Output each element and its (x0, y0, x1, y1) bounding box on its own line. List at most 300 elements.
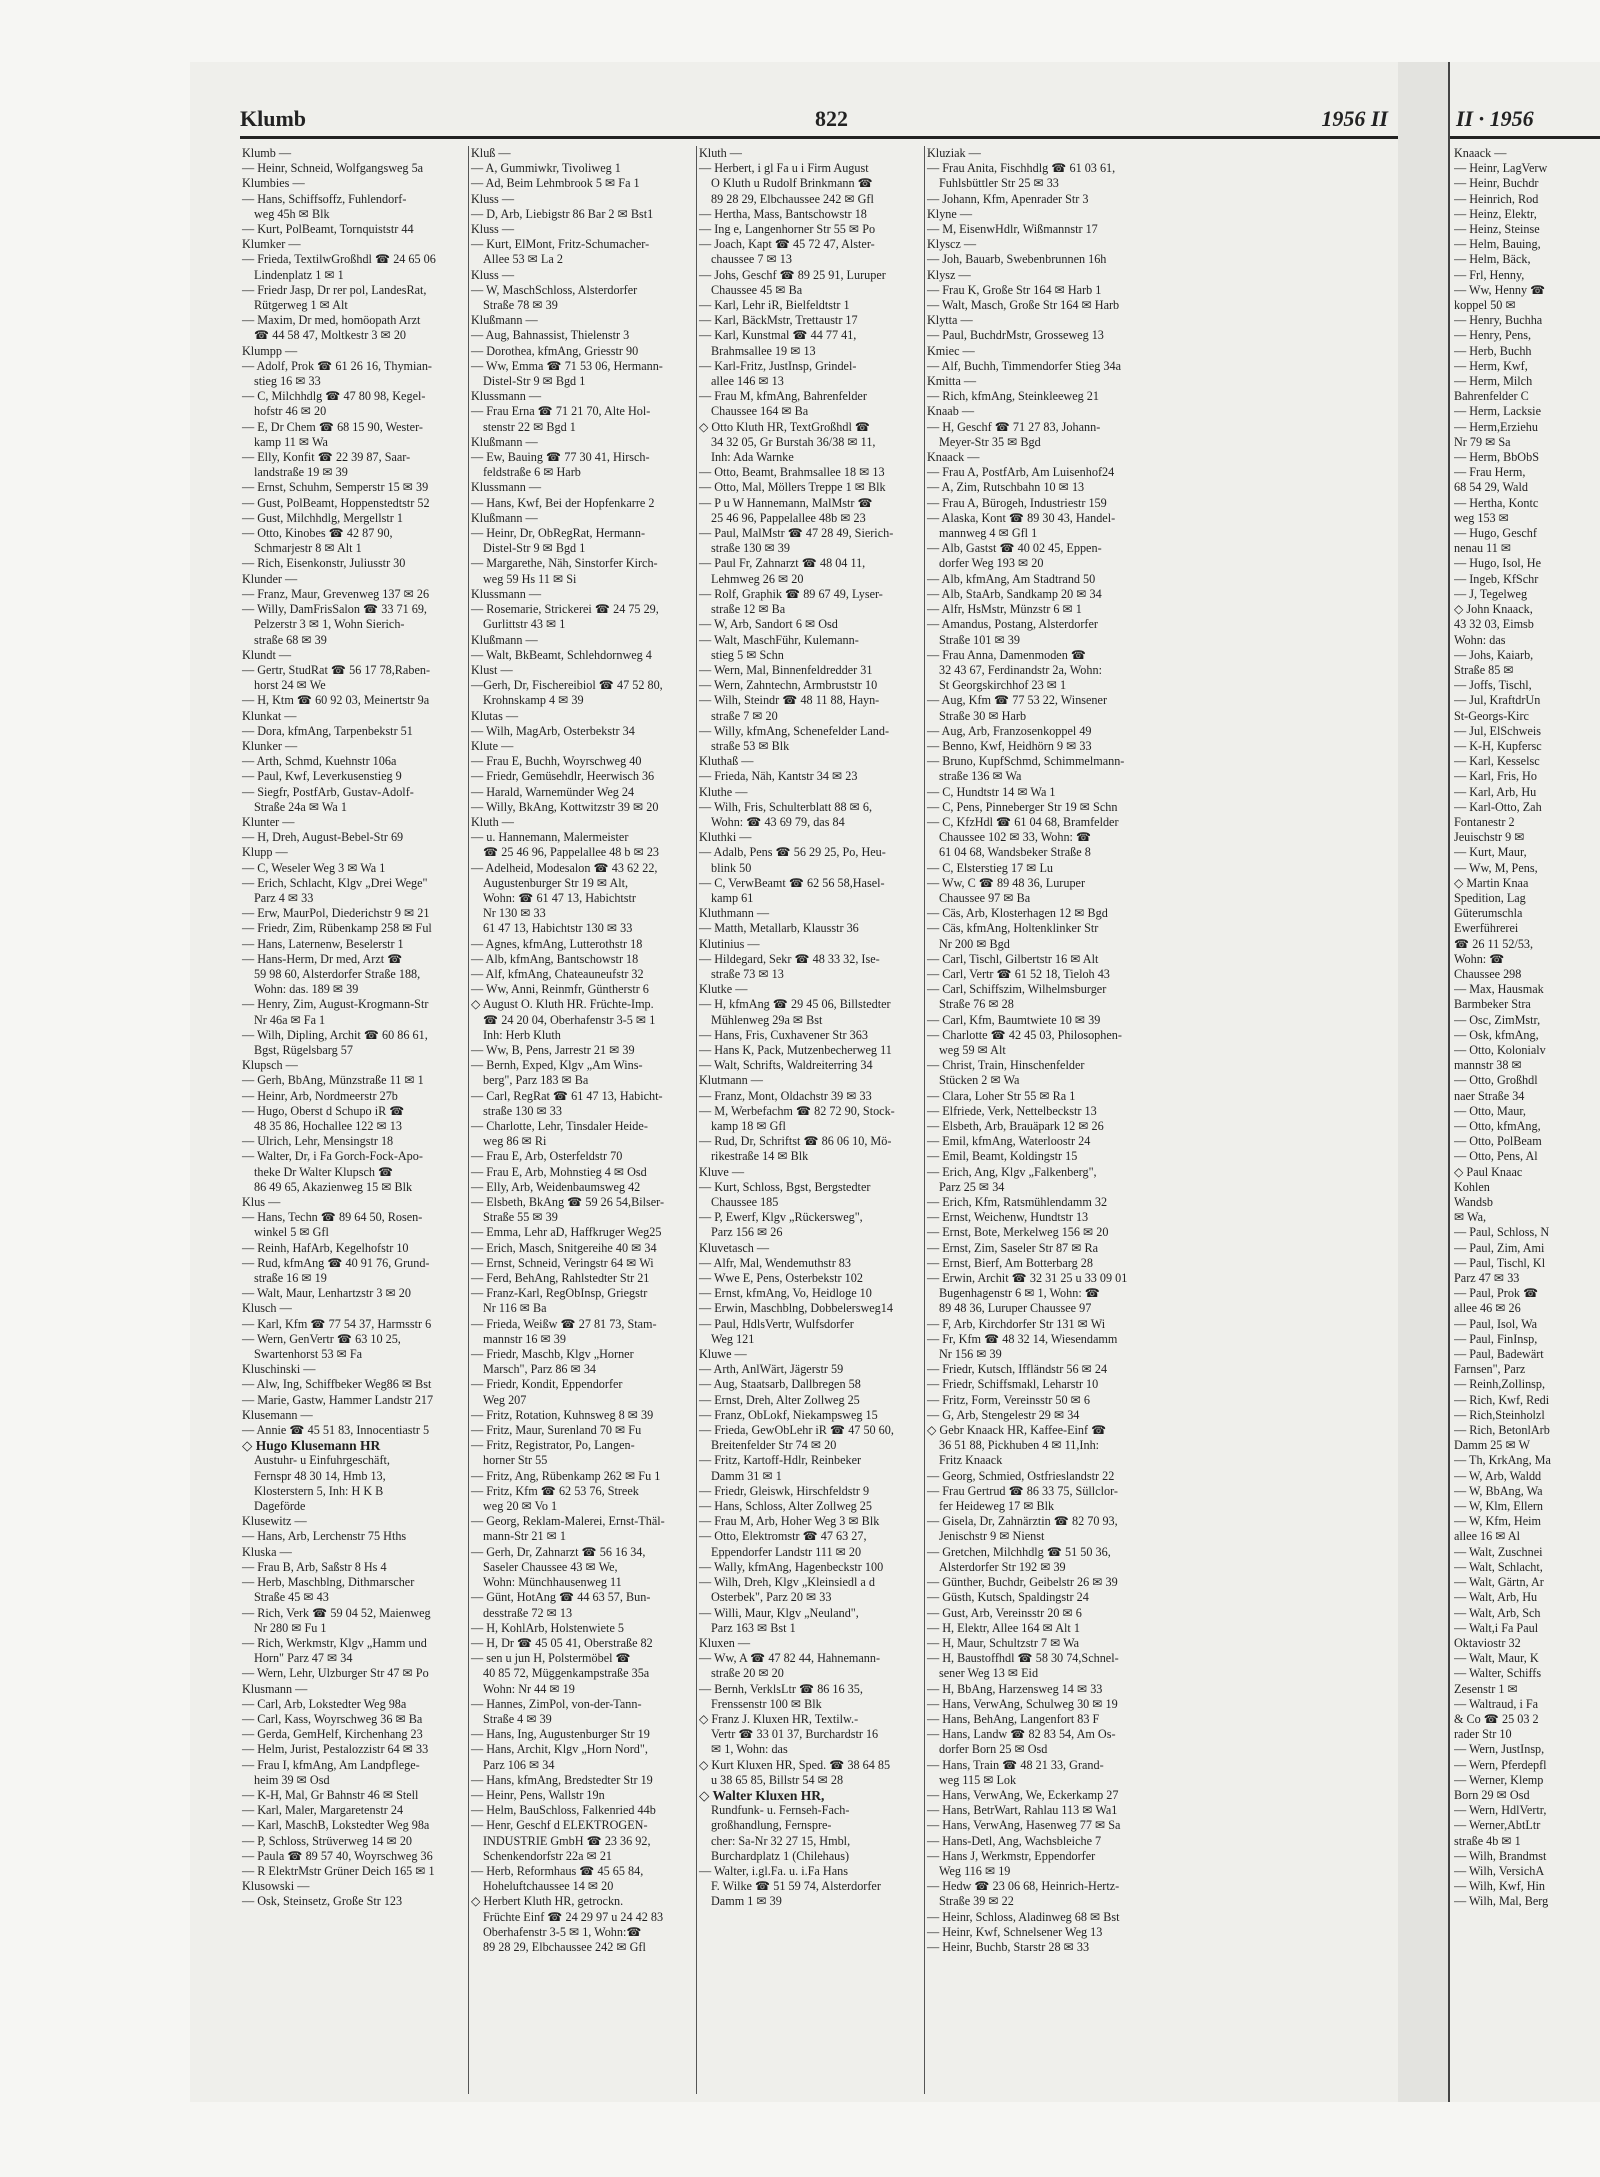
directory-entry: — Gerda, GemHelf, Kirchenhang 23 (242, 1727, 423, 1742)
directory-entry: — H, Maur, Schultzstr 7 ✉ Wa (927, 1635, 1080, 1650)
directory-entry: Schmarjestr 8 ✉ Alt 1 (254, 541, 362, 556)
directory-entry: ◇ August O. Kluth HR. Früchte-Imp. (471, 997, 654, 1012)
directory-entry: — Frau Herm, (1454, 465, 1526, 480)
directory-entry: Weg 207 (483, 1392, 527, 1407)
directory-entry: horner Str 55 (483, 1453, 548, 1468)
directory-entry: Augustenburger Str 19 ✉ Alt, (483, 875, 629, 890)
directory-entry: — Hans, Techn ☎ 89 64 50, Rosen- (242, 1210, 423, 1225)
directory-entry: — Johs, Kaiarb, (1454, 647, 1534, 662)
running-head-left: Klumb (240, 106, 307, 131)
directory-entry: Wohn: ☎ 43 69 79, das 84 (711, 814, 845, 829)
directory-entry: rikestraße 14 ✉ Blk (711, 1149, 809, 1164)
directory-entry: — Wilh, Kwf, Hin (1454, 1879, 1546, 1894)
directory-entry: — Günther, Buchdr, Geibelstr 26 ✉ 39 (927, 1575, 1118, 1590)
running-head-right: 1956 II (1321, 106, 1388, 131)
directory-entry: allee 16 ✉ Al (1454, 1529, 1521, 1544)
directory-entry: — P, Ewerf, Klgv „Rückersweg", (699, 1210, 863, 1225)
directory-entry: — C, Hundtstr 14 ✉ Wa 1 (927, 784, 1056, 799)
directory-entry: — Hans K, Pack, Mutzenbecherweg 11 (699, 1042, 892, 1057)
directory-entry: — Otto, Kinobes ☎ 42 87 90, (242, 526, 393, 541)
directory-entry: — Wilh, Dipling, Archit ☎ 60 86 61, (242, 1027, 428, 1042)
directory-entry: — Fritz, Rotation, Kuhnsweg 8 ✉ 39 (471, 1407, 654, 1422)
directory-entry: straße 4b ✉ 1 (1454, 1833, 1521, 1848)
directory-entry: hofstr 46 ✉ 20 (254, 404, 327, 419)
directory-entry: Damm 31 ✉ 1 (711, 1468, 782, 1483)
directory-entry: — P u W Hannemann, MalMstr ☎ (699, 495, 873, 510)
directory-entry: Straße 76 ✉ 28 (939, 997, 1014, 1012)
directory-entry: Straße 85 ✉ (1454, 662, 1514, 677)
directory-entry: — Frieda, Weißw ☎ 27 81 73, Stam- (471, 1316, 657, 1331)
book-gutter (1398, 62, 1448, 2102)
directory-entry: ◇ Paul Knaac (1454, 1164, 1523, 1179)
directory-entry: — Paul Fr, Zahnarzt ☎ 48 04 11, (699, 556, 866, 571)
directory-entry: — Walter, Dr, i Fa Gorch-Fock-Apo- (242, 1149, 423, 1164)
directory-entry: — Kurt, ElMont, Fritz-Schumacher- (471, 237, 650, 252)
directory-entry: Rundfunk- u. Fernseh-Fach- (711, 1803, 850, 1818)
directory-entry: nenau 11 ✉ (1454, 541, 1512, 556)
directory-entry: — Erich, Ang, Klgv „Falkenberg", (927, 1164, 1097, 1179)
directory-entry: 25 46 96, Pappelallee 48b ✉ 23 (711, 510, 866, 525)
directory-entry: Knaab — (927, 404, 975, 419)
directory-entry: winkel 5 ✉ Gfl (254, 1225, 329, 1240)
directory-entry: 32 43 67, Ferdinandstr 2a, Wohn: (939, 662, 1102, 677)
directory-entry: — Erwin, Maschblng, Dobbelersweg14 (699, 1301, 893, 1316)
directory-entry: — Walt, Maur, K (1454, 1651, 1539, 1666)
directory-entry: ☎ 26 11 52/53, (1454, 936, 1534, 951)
directory-entry: — Aug, Bahnassist, Thielenstr 3 (471, 328, 630, 343)
directory-entry: — Ernst, Bierf, Am Botterbarg 28 (927, 1255, 1093, 1270)
directory-entry: stieg 16 ✉ 33 (254, 374, 321, 389)
directory-entry: Nr 156 ✉ 39 (939, 1347, 1002, 1362)
directory-entry: Ewerführerei (1454, 921, 1519, 936)
directory-entry: Klunder — (242, 571, 298, 586)
directory-entry: Lindenplatz 1 ✉ 1 (254, 267, 344, 282)
directory-entry: Straße 55 ✉ 39 (483, 1210, 558, 1225)
directory-entry: — Erich, Schlacht, Klgv „Drei Wege" (242, 875, 428, 890)
directory-entry: — Walt, Maur, Lenhartzstr 3 ✉ 20 (242, 1286, 411, 1301)
directory-entry: — W, BbAng, Wa (1454, 1483, 1543, 1498)
directory-entry: — C, Elsterstieg 17 ✉ Lu (927, 860, 1053, 875)
directory-entry: & Co ☎ 25 03 2 (1454, 1711, 1539, 1726)
directory-entry: Klusewitz — (242, 1514, 307, 1529)
directory-entry: — Karl, Kfm ☎ 77 54 37, Harmsstr 6 (242, 1316, 432, 1331)
directory-entry: — Amandus, Postang, Alsterdorfer (927, 617, 1098, 632)
directory-entry: Nr 46a ✉ Fa 1 (254, 1012, 326, 1027)
directory-entry: — Frau A, Bürogeh, Industriestr 159 (927, 495, 1107, 510)
directory-entry: — Walt, BkBeamt, Schlehdornweg 4 (471, 647, 652, 662)
directory-entry: — Walt, MaschFühr, Kulemann- (699, 632, 859, 647)
directory-entry: — Günt, HotAng ☎ 44 63 57, Bun- (471, 1590, 651, 1605)
directory-entry: — Frau E, Arb, Osterfeldstr 70 (471, 1149, 623, 1164)
directory-entry: Klußmann — (471, 510, 538, 525)
directory-entry: — Heinr, Schloss, Aladinweg 68 ✉ Bst (927, 1909, 1120, 1924)
directory-entry: — Georg, Schmied, Ostfrieslandstr 22 (927, 1468, 1115, 1483)
directory-entry: straße 7 ✉ 20 (711, 708, 778, 723)
directory-entry: Klußmann — (471, 632, 538, 647)
directory-entry: — Waltraud, i Fa (1454, 1696, 1539, 1711)
directory-entry: Straße 4 ✉ 39 (483, 1711, 552, 1726)
directory-entry: — Th, KrkAng, Ma (1454, 1453, 1551, 1468)
directory-entry: — C, VerwBeamt ☎ 62 56 58,Hasel- (699, 875, 885, 890)
directory-entry: — Ernst, Schuhm, Semperstr 15 ✉ 39 (242, 480, 429, 495)
directory-entry: — Margarethe, Näh, Sinstorfer Kirch- (471, 556, 658, 571)
directory-entry: — Hertha, Kontc (1454, 495, 1539, 510)
directory-entry: — Alb, kfmAng, Bantschowstr 18 (471, 951, 639, 966)
directory-entry: Kluxen — (699, 1635, 751, 1650)
directory-entry: Klus — (242, 1195, 281, 1210)
directory-entry: Klusch — (242, 1301, 292, 1316)
directory-entry: — Frau M, Arb, Hoher Weg 3 ✉ Blk (699, 1514, 880, 1529)
directory-entry: Wohn: das (1454, 632, 1506, 647)
directory-entry: Kmiec — (927, 343, 975, 358)
directory-entry: — Joffs, Tischl, (1454, 678, 1532, 693)
directory-entry: Nr 79 ✉ Sa (1454, 434, 1511, 449)
directory-entry: Klyne — (927, 206, 973, 221)
directory-entry: Klusmann — (242, 1681, 308, 1696)
directory-entry: — Fritz, Kartoff-Hdlr, Reinbeker (699, 1453, 862, 1468)
directory-entry: — Charlotte, Lehr, Tinsdaler Heide- (471, 1119, 648, 1133)
directory-entry: Rütgerweg 1 ✉ Alt (254, 298, 348, 313)
directory-entry: Klumker — (242, 237, 301, 252)
directory-entry: weg 115 ✉ Lok (939, 1772, 1017, 1787)
directory-entry: straße 16 ✉ 19 (254, 1271, 327, 1286)
column-2 (468, 146, 695, 2094)
directory-entry: dorfer Weg 193 ✉ 20 (939, 556, 1044, 571)
directory-entry: — Fritz, Form, Vereinsstr 50 ✉ 6 (927, 1392, 1091, 1407)
directory-entry: — Carl, Kfm, Baumtwiete 10 ✉ 39 (927, 1012, 1101, 1027)
directory-entry: — Erich, Kfm, Ratsmühlendamm 32 (927, 1195, 1108, 1210)
directory-entry: — Reinh, HafArb, Kegelhofstr 10 (242, 1240, 409, 1255)
directory-entry: — Wilh, Mal, Berg (1454, 1894, 1549, 1909)
directory-entry: — Gust, PolBeamt, Hoppenstedtstr 52 (242, 495, 430, 510)
directory-entry: — Christ, Train, Hinschenfelder (927, 1058, 1085, 1073)
directory-entry: — Frau B, Arb, Saßstr 8 Hs 4 (242, 1559, 387, 1574)
directory-entry: — u. Hannemann, Malermeister (471, 830, 629, 845)
directory-entry: mannweg 4 ✉ Gfl 1 (939, 526, 1038, 541)
directory-entry: Klumb — (242, 146, 292, 160)
directory-entry: — Karl-Fritz, JustInsp, Grindel- (699, 358, 857, 373)
directory-entry: — Ernst, Schneid, Veringstr 64 ✉ Wi (471, 1255, 654, 1270)
directory-entry: Kluthki — (699, 830, 752, 845)
directory-entry: kamp 18 ✉ Gfl (711, 1119, 786, 1133)
directory-entry: Meyer-Str 35 ✉ Bgd (939, 434, 1041, 449)
directory-entry: Burchardplatz 1 (Chilehaus) (711, 1848, 850, 1863)
directory-entry: 86 49 65, Akazienweg 15 ✉ Blk (254, 1179, 413, 1194)
directory-entry: Oktaviostr 32 (1454, 1635, 1521, 1650)
directory-entry: — Ww, A ☎ 47 82 44, Hahnemann- (699, 1651, 881, 1666)
directory-entry: — C, KfzHdl ☎ 61 04 68, Bramfelder (927, 814, 1119, 829)
column-area (240, 146, 1398, 2094)
directory-entry: — Adolf, Prok ☎ 61 26 16, Thymian- (242, 358, 432, 373)
directory-entry: — Erwin, Archit ☎ 32 31 25 u 33 09 01 (927, 1271, 1128, 1286)
directory-entry: stenstr 22 ✉ Bgd 1 (483, 419, 576, 434)
directory-entry: — Karl, Maler, Margaretenstr 24 (242, 1803, 404, 1818)
directory-entry: — Heinr, Kwf, Schnelsener Weg 13 (927, 1924, 1103, 1939)
directory-entry: — Gisela, Dr, Zahnärztin ☎ 82 70 93, (927, 1514, 1118, 1529)
directory-page (190, 62, 1398, 2102)
directory-entry: — Charlotte ☎ 42 45 03, Philosophen- (927, 1027, 1122, 1042)
directory-entry: — Frau K, Große Str 164 ✉ Harb 1 (927, 282, 1102, 297)
directory-entry: Klutke — (699, 982, 748, 997)
column-1 (240, 146, 466, 2094)
directory-entry: — Frieda, Näh, Kantstr 34 ✉ 23 (699, 769, 858, 784)
directory-entry: Klundt — (242, 647, 292, 662)
directory-entry: Bahrenfelder C (1454, 389, 1529, 404)
directory-entry: — M, EisenwHdlr, Wißmannstr 17 (927, 222, 1098, 237)
directory-entry: — Bernh, VerklsLtr ☎ 86 16 35, (699, 1681, 863, 1696)
directory-entry: — Willi, Maur, Klgv „Neuland", (699, 1605, 859, 1620)
directory-entry: — Karl, MaschB, Lokstedter Weg 98a (242, 1818, 430, 1833)
directory-entry: Oberhafenstr 3-5 ✉ 1, Wohn:☎ (483, 1924, 642, 1939)
directory-entry: — Helm, Jurist, Pestalozzistr 64 ✉ 33 (242, 1742, 429, 1757)
directory-entry: — Maxim, Dr med, homöopath Arzt (242, 313, 421, 328)
directory-entry: stieg 5 ✉ Schn (711, 647, 784, 662)
directory-entry: — Hans, Schiffsoffz, Fuhlendorf- (242, 191, 407, 206)
directory-entry: — Karl-Otto, Zah (1454, 799, 1542, 814)
directory-entry: Wohn: Münchhausenweg 11 (483, 1575, 622, 1590)
directory-entry: — Hans, Landw ☎ 82 83 54, Am Os- (927, 1727, 1116, 1742)
directory-entry: Klust — (471, 662, 513, 677)
directory-entry: — Hans, VerwAng, We, Eckerkamp 27 (927, 1787, 1119, 1802)
directory-entry: Fritz Knaack (939, 1453, 1003, 1468)
directory-entry: weg 153 ✉ (1454, 510, 1509, 525)
directory-entry: Klytta — (927, 313, 973, 328)
directory-entry: — Otto, Elektromstr ☎ 47 63 27, (699, 1529, 867, 1544)
directory-entry: — Gust, Milchhdlg, Mergellstr 1 (242, 510, 403, 525)
directory-entry: weg 20 ✉ Vo 1 (483, 1499, 558, 1514)
directory-entry: — Walt, Schlacht, (1454, 1559, 1543, 1574)
directory-entry: — Heinr, Buchdr (1454, 176, 1539, 191)
directory-entry: — Cäs, Arb, Klosterhagen 12 ✉ Bgd (927, 906, 1108, 921)
directory-entry: — Walt, Schrifts, Waldreiterring 34 (699, 1058, 873, 1073)
directory-entry: Frenssenstr 100 ✉ Blk (711, 1696, 822, 1711)
directory-entry: — Hans-Herm, Dr med, Arzt ☎ (242, 951, 403, 966)
directory-entry: — E, Dr Chem ☎ 68 15 90, Wester- (242, 419, 423, 434)
directory-entry: Hoheluftchaussee 14 ✉ 20 (483, 1879, 614, 1894)
directory-entry: — Kurt, Maur, (1454, 845, 1527, 860)
directory-entry: — Walt, Masch, Große Str 164 ✉ Harb (927, 298, 1120, 313)
directory-entry: — Alb, StaArb, Sandkamp 20 ✉ 34 (927, 586, 1102, 601)
directory-entry: 40 85 72, Müggenkampstraße 35a (483, 1666, 650, 1681)
directory-entry: Nr 130 ✉ 33 (483, 906, 546, 921)
directory-entry: 43 32 03, Eimsb (1454, 617, 1534, 632)
directory-entry: — H, Geschf ☎ 71 27 83, Johann- (927, 419, 1101, 434)
directory-entry: Straße 45 ✉ 43 (254, 1590, 329, 1605)
directory-entry: — Walter, i.gl.Fa. u. i.Fa Hans (699, 1863, 848, 1878)
directory-entry: — Helm, Bäck, (1454, 252, 1531, 267)
directory-entry: — Güsth, Kutsch, Spaldingstr 24 (927, 1590, 1089, 1605)
directory-entry: Brahmsallee 19 ✉ 13 (711, 343, 816, 358)
directory-entry: ✉ Wa, (1454, 1210, 1487, 1225)
directory-entry: Jeuischstr 9 ✉ (1454, 830, 1525, 845)
directory-entry: Saseler Chaussee 43 ✉ We, (483, 1559, 618, 1574)
directory-entry: — Alf, kfmAng, Chateauneufstr 32 (471, 966, 644, 981)
directory-entry: — C, Milchhdlg ☎ 47 80 98, Kegel- (242, 389, 426, 404)
directory-entry: — Hedw ☎ 23 06 68, Heinrich-Hertz- (927, 1879, 1120, 1894)
directory-entry: — Joh, Bauarb, Swebenbrunnen 16h (927, 252, 1107, 267)
directory-entry: Nr 200 ✉ Bgd (939, 936, 1010, 951)
directory-entry: straße 12 ✉ Ba (711, 602, 786, 617)
directory-entry: — Karl, Fris, Ho (1454, 769, 1537, 784)
directory-entry: — Henr, Geschf d ELEKTROGEN- (471, 1818, 648, 1833)
directory-entry: — Rich, kfmAng, Steinkleeweg 21 (927, 389, 1099, 404)
directory-entry: Fuhlsbüttler Str 25 ✉ 33 (939, 176, 1059, 191)
directory-entry: Straße 101 ✉ 39 (939, 632, 1020, 647)
directory-entry: — Friedr, Maschb, Klgv „Horner (471, 1347, 634, 1362)
directory-entry: — Walter, Schiffs (1454, 1666, 1542, 1681)
directory-entry: kamp 61 (711, 890, 754, 905)
directory-entry: — Wern, JustInsp, (1454, 1742, 1545, 1757)
page-header (240, 106, 1398, 136)
directory-entry: — Alb, kfmAng, Am Stadtrand 50 (927, 571, 1096, 586)
directory-entry: 61 47 13, Habichtstr 130 ✉ 33 (483, 921, 633, 936)
directory-entry: — Harald, Warnemünder Weg 24 (471, 784, 635, 799)
directory-entry: — Aug, Arb, Franzosenkoppel 49 (927, 723, 1092, 738)
directory-entry: — Alfr, HsMstr, Münzstr 6 ✉ 1 (927, 602, 1082, 617)
directory-entry: Klupp — (242, 845, 288, 860)
directory-entry: Krohnskamp 4 ✉ 39 (483, 693, 584, 708)
facing-page-head: II · 1956 (1456, 106, 1534, 131)
directory-entry: Straße 78 ✉ 39 (483, 298, 558, 313)
directory-entry: — Gretchen, Milchhdlg ☎ 51 50 36, (927, 1544, 1111, 1559)
directory-entry: — Agnes, kfmAng, Lutterothstr 18 (471, 936, 643, 951)
directory-entry: — J, Tegelweg (1454, 586, 1528, 601)
directory-entry: — Frau I, kfmAng, Am Landpflege- (242, 1757, 420, 1772)
directory-entry: Wohn: ☎ (1454, 951, 1505, 966)
directory-entry: — Otto, PolBeam (1454, 1134, 1542, 1149)
directory-entry: Wohn: ☎ 61 47 13, Habichtstr (483, 890, 636, 905)
directory-entry: — Friedr, Kondit, Eppendorfer (471, 1377, 623, 1392)
directory-entry: — C, Pens, Pinneberger Str 19 ✉ Schn (927, 799, 1118, 814)
directory-entry: — Ww, Henny ☎ (1454, 282, 1546, 297)
directory-entry: — Henry, Pens, (1454, 328, 1532, 343)
directory-entry: Klutmann — (699, 1073, 763, 1088)
directory-entry: — Frau E, Arb, Mohnstieg 4 ✉ Osd (471, 1164, 647, 1179)
directory-entry: — H, BbAng, Harzensweg 14 ✉ 33 (927, 1681, 1103, 1696)
directory-entry: chaussee 7 ✉ 13 (711, 252, 792, 267)
directory-entry: Güterumschla (1454, 906, 1523, 921)
directory-entry: Klussmann — (471, 480, 542, 495)
directory-entry: Weg 116 ✉ 19 (939, 1863, 1011, 1878)
directory-entry: — F, Arb, Kirchdorfer Str 131 ✉ Wi (927, 1316, 1106, 1331)
directory-entry: — Johann, Kfm, Apenrader Str 3 (927, 191, 1089, 206)
directory-entry: Klutinius — (699, 936, 760, 951)
directory-entry: — Paula ☎ 89 57 40, Woyrschweg 36 (242, 1848, 433, 1863)
directory-entry: — D, Arb, Liebigstr 86 Bar 2 ✉ Bst1 (471, 206, 654, 221)
directory-entry: — Hugo, Geschf (1454, 526, 1537, 541)
directory-entry: Klunter — (242, 814, 295, 829)
directory-entry: Parz 156 ✉ 26 (711, 1225, 783, 1240)
directory-entry: Knaack — (927, 450, 980, 465)
directory-entry: — Hans, Archit, Klgv „Horn Nord", (471, 1742, 648, 1757)
directory-entry: Wandsb (1454, 1195, 1493, 1210)
directory-entry: Kluth — (471, 814, 514, 829)
directory-entry: 36 51 88, Pickhuben 4 ✉ 11,Inh: (939, 1438, 1100, 1453)
directory-entry: — H, Baustoffhdl ☎ 58 30 74,Schnel- (927, 1651, 1119, 1666)
directory-entry: — Karl, Kunstmal ☎ 44 77 41, (699, 328, 857, 343)
directory-entry: — Gust, Arb, Vereinsstr 20 ✉ 6 (927, 1605, 1082, 1620)
directory-entry: ☎ 44 58 47, Moltkestr 3 ✉ 20 (254, 328, 407, 343)
directory-entry: — Rich, Verk ☎ 59 04 52, Maienweg (242, 1605, 431, 1620)
directory-entry: Gurlittstr 43 ✉ 1 (483, 617, 566, 632)
directory-entry: — Frau Anita, Fischhdlg ☎ 61 03 61, (927, 161, 1116, 176)
directory-entry: — Ferd, BehAng, Rahlstedter Str 21 (471, 1271, 650, 1286)
directory-entry: ◇ Kurt Kluxen HR, Sped. ☎ 38 64 85 (699, 1757, 891, 1772)
directory-entry: — Fritz, Maur, Surenland 70 ✉ Fu (471, 1423, 642, 1438)
directory-entry: 34 32 05, Gr Burstah 36/38 ✉ 11, (711, 434, 876, 449)
directory-entry: — Frau Erna ☎ 71 21 70, Alte Hol- (471, 404, 651, 419)
directory-entry: Inh: Ada Warnke (711, 450, 794, 465)
directory-entry: rader Str 10 (1454, 1727, 1512, 1742)
directory-entry: ◇ Martin Knaa (1454, 875, 1529, 890)
directory-entry: horst 24 ✉ We (254, 678, 326, 693)
directory-entry: — Paul, Zim, Ami (1454, 1240, 1545, 1255)
directory-entry: — Marie, Gastw, Hammer Landstr 217 (242, 1392, 434, 1407)
directory-entry: — Rud, kfmAng ☎ 40 91 76, Grund- (242, 1255, 430, 1270)
directory-entry: — Helm, BauSchloss, Falkenried 44b (471, 1803, 656, 1818)
directory-entry: — Carl, Schiffszim, Wilhelmsburger (927, 982, 1107, 997)
directory-entry: — Hans, VerwAng, Schulweg 30 ✉ 19 (927, 1696, 1118, 1711)
directory-entry: feldstraße 6 ✉ Harb (483, 465, 581, 480)
directory-entry: — Paul, HdlsVertr, Wulfsdorfer (699, 1316, 854, 1331)
directory-entry: Horn" Parz 47 ✉ 34 (254, 1651, 353, 1666)
column-3 (696, 146, 923, 2094)
directory-entry: — Carl, Vertr ☎ 61 52 18, Tieloh 43 (927, 966, 1110, 981)
directory-entry: Osterbek", Parz 20 ✉ 33 (711, 1590, 832, 1605)
directory-entry: weg 45h ✉ Blk (254, 206, 330, 221)
directory-entry: Parz 47 ✉ 33 (1454, 1271, 1520, 1286)
directory-entry: — Wern, Lehr, Ulzburger Str 47 ✉ Po (242, 1666, 429, 1681)
directory-entry: — Joach, Kapt ☎ 45 72 47, Alster- (699, 237, 875, 252)
directory-entry: — Willy, BkAng, Kottwitzstr 39 ✉ 20 (471, 799, 659, 814)
directory-entry: Klussmann — (471, 586, 542, 601)
directory-entry: — Herm, BbObS (1454, 450, 1539, 465)
directory-entry: ◇ Gebr Knaack HR, Kaffee-Einf ☎ (927, 1423, 1107, 1438)
directory-entry: Barmbeker Stra (1454, 997, 1531, 1012)
directory-entry: — Osk, kfmAng, (1454, 1027, 1539, 1042)
directory-entry: — Helm, Bauing, (1454, 237, 1541, 252)
directory-entry: — Hans-Detl, Ang, Wachsbleiche 7 (927, 1833, 1102, 1848)
directory-entry: ◇ Hugo Klusemann HR (242, 1438, 381, 1454)
directory-entry: — Wilh, Fris, Schulterblatt 88 ✉ 6, (699, 799, 873, 814)
directory-entry: — P, Schloss, Strüverweg 14 ✉ 20 (242, 1833, 413, 1848)
directory-entry: — Wilh, Brandmst (1454, 1848, 1547, 1863)
directory-entry: — Erich, Masch, Snitgereihe 40 ✉ 34 (471, 1240, 657, 1255)
directory-entry: — H, KohlArb, Holstenwiete 5 (471, 1620, 624, 1635)
directory-entry: — Friedr, Kutsch, Iffländstr 56 ✉ 24 (927, 1362, 1108, 1377)
directory-entry: Dageförde (254, 1499, 306, 1514)
directory-entry: — Heinr, Pens, Wallstr 19n (471, 1787, 605, 1802)
directory-entry: Fernspr 48 30 14, Hmb 13, (254, 1468, 386, 1483)
directory-entry: — Johs, Geschf ☎ 89 25 91, Luruper (699, 267, 886, 282)
directory-entry: — Willy, DamFrisSalon ☎ 33 71 69, (242, 602, 427, 617)
directory-entry: ◇ Herbert Kluth HR, getrockn. (471, 1894, 624, 1909)
directory-entry: Parz 4 ✉ 33 (254, 890, 314, 905)
directory-entry: — Franz, Maur, Grevenweg 137 ✉ 26 (242, 586, 430, 601)
directory-entry: — Hildegard, Sekr ☎ 48 33 32, Ise- (699, 951, 880, 966)
directory-entry: Mühlenweg 29a ✉ Bst (711, 1012, 823, 1027)
directory-entry: — Otto, Mal, Möllers Treppe 1 ✉ Blk (699, 480, 886, 495)
directory-entry: Kluss — (471, 267, 515, 282)
directory-entry: — Rich, BetonlArb (1454, 1423, 1550, 1438)
directory-entry: — Hans, Kwf, Bei der Hopfenkarre 2 (471, 495, 655, 510)
directory-entry: — Franz, ObLokf, Niekampsweg 15 (699, 1407, 878, 1422)
header-rule (240, 136, 1398, 139)
directory-entry: Chaussee 102 ✉ 33, Wohn: ☎ (939, 830, 1092, 845)
directory-entry: Kluthe — (699, 784, 748, 799)
directory-entry: — Adalb, Pens ☎ 56 29 25, Po, Heu- (699, 845, 886, 860)
directory-entry: Pelzerstr 3 ✉ 1, Wohn Sierich- (254, 617, 405, 632)
